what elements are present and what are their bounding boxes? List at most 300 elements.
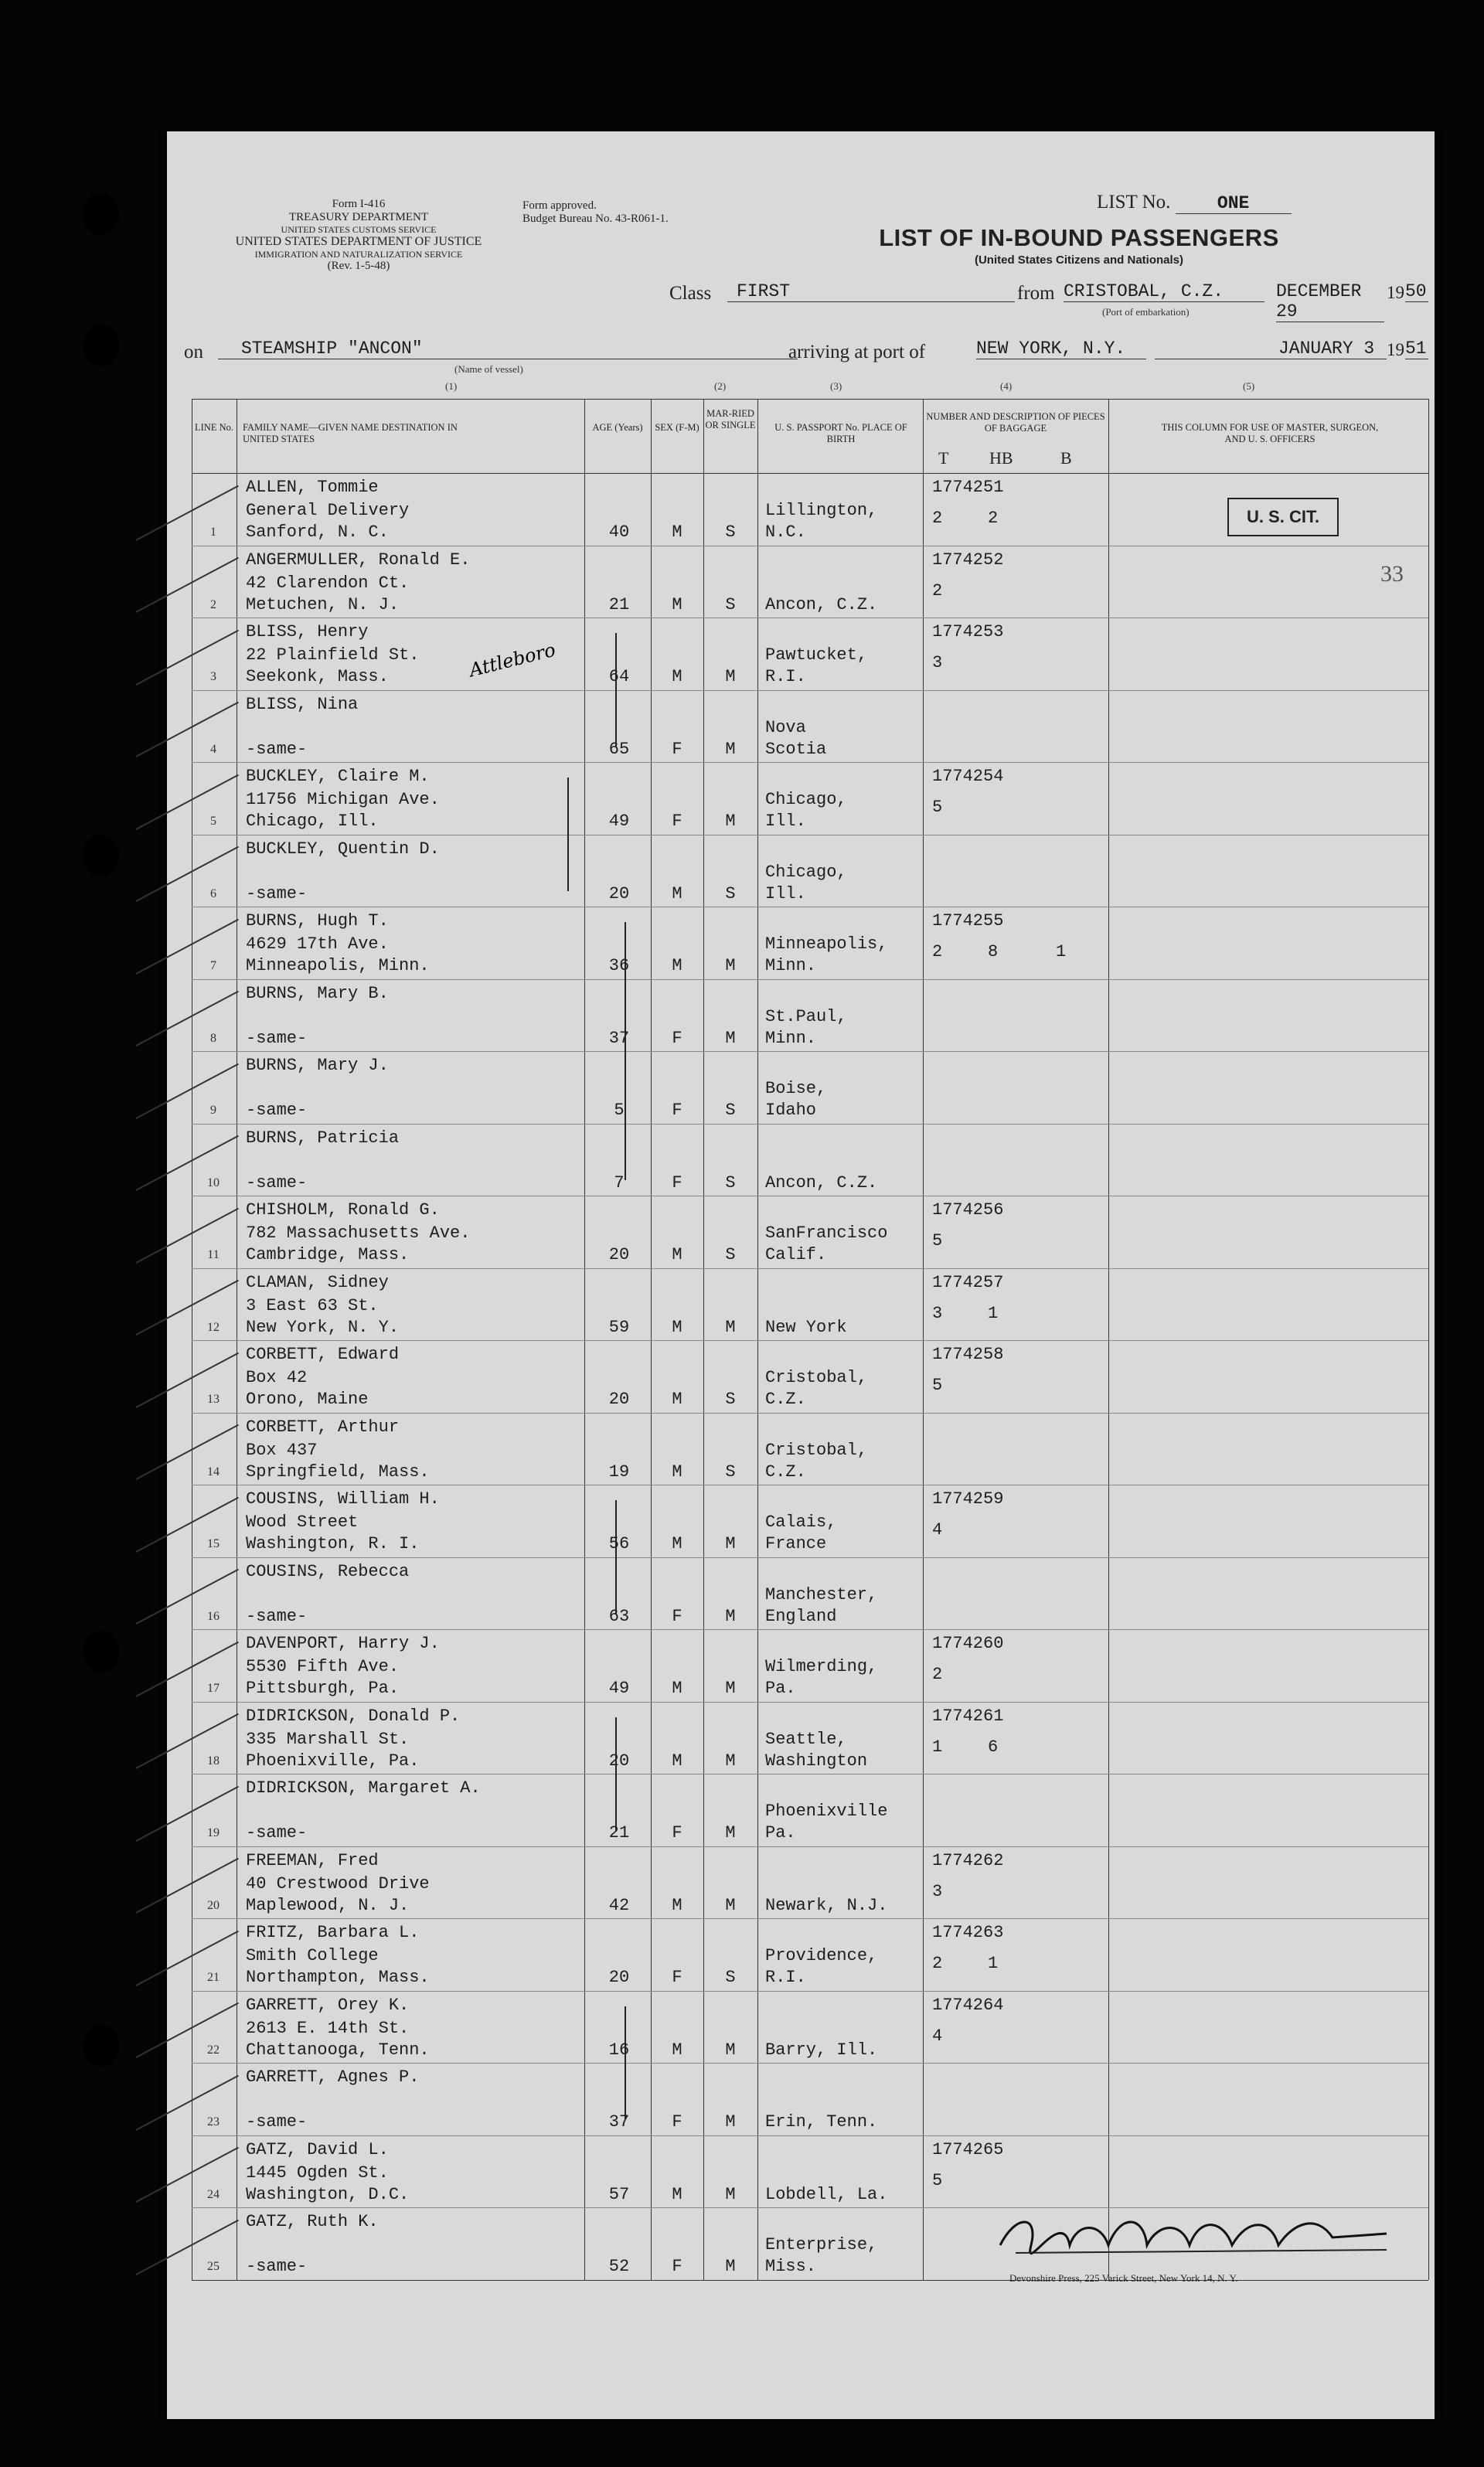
marital-status: M [725,2257,736,2277]
birthplace-line1: Minneapolis, [765,934,888,954]
passenger-sex: F [672,2112,682,2132]
destination-street: 3 East 63 St. [246,1295,379,1315]
destination-city: Minneapolis, Minn. [246,956,430,976]
from-label: from [1017,283,1055,304]
row-divider [192,1846,1428,1847]
destination-street: 5530 Fifth Ave. [246,1657,400,1677]
destination-street: Wood Street [246,1513,359,1533]
marital-status: M [725,1751,736,1771]
birthplace-line2: R.I. [765,667,806,687]
passenger-name: BURNS, Mary J. [246,1056,389,1076]
arrive-year-prefix: 19 [1387,340,1404,359]
line-number: 19 [207,1826,220,1840]
passenger-sex: M [672,883,682,903]
passenger-name: DIDRICKSON, Donald P. [246,1706,461,1726]
passenger-name: DIDRICKSON, Margaret A. [246,1778,481,1798]
passenger-sex: M [672,1245,682,1265]
family-bracket [615,1717,617,1831]
row-divider [192,1991,1428,1992]
passenger-sex: M [672,1534,682,1554]
department: TREASURY DEPARTMENT [288,211,429,224]
passenger-age: 57 [608,2184,630,2204]
row-divider [192,2135,1428,2136]
baggage-handbags: 8 [988,942,999,962]
class-label: Class [669,283,712,304]
passenger-age: 19 [608,1461,630,1482]
destination-city: -same- [246,739,308,759]
passenger-age: 7 [614,1172,625,1193]
passenger-name: GARRETT, Orey K. [246,1995,410,2015]
destination-street: 40 Crestwood Drive [246,1873,430,1894]
birthplace-line2: N.C. [765,522,806,542]
passenger-age: 20 [608,1968,630,1988]
line-number: 14 [207,1465,220,1478]
passenger-name: FRITZ, Barbara L. [246,1923,420,1943]
header-baggage: NUMBER AND DESCRIPTION OF PIECES OF BAGGAGE [926,411,1105,434]
birthplace-line1: Cristobal, [765,1440,868,1460]
baggage-trunks: 2 [932,1954,943,1974]
arrival-date: JANUARY 3 [1155,339,1387,359]
destination-city: -same- [246,2257,308,2277]
passenger-age: 56 [608,1534,630,1554]
passenger-sex: F [672,1172,682,1193]
destination-city: Washington, D.C. [246,2184,410,2204]
birthplace-line2: Ancon, C.Z. [765,1172,878,1193]
birthplace-line2: Ill. [765,883,806,903]
class-value: FIRST [727,281,1015,302]
destination-street: 1445 Ogden St. [246,2162,389,2183]
header-name: FAMILY NAME—GIVEN NAME DESTINATION IN UNITED STATES [243,422,458,444]
revision: (Rev. 1-5-48) [327,260,390,273]
passenger-sex: M [672,1679,682,1699]
line-number: 16 [207,1609,220,1623]
marital-status: M [725,1606,736,1626]
form-info [227,198,490,274]
passenger-age: 40 [608,522,630,542]
from-caption: (Port of embarkation) [1102,306,1190,318]
passenger-name: FREEMAN, Fred [246,1850,379,1870]
vessel-caption: (Name of vessel) [454,363,523,375]
stamp-note: 33 [1380,561,1404,587]
col-line [584,399,585,2280]
line-number: 13 [207,1393,220,1407]
subtitle: (United States Citizens and Nationals) [974,253,1184,267]
row-divider [192,1340,1428,1341]
table-border [192,2280,1428,2281]
baggage-trunks: 3 [932,1303,943,1323]
birthplace-line1: Boise, [765,1079,827,1099]
row-divider [192,1557,1428,1558]
punch-hole [83,2025,119,2067]
birthplace-line2: Erin, Tenn. [765,2112,878,2132]
birthplace-line2: New York [765,1317,847,1337]
marital-status: S [725,1245,736,1265]
header-age: AGE (Years) [592,422,643,433]
birthplace-line1: Seattle, [765,1729,847,1749]
birthplace-line2: Washington [765,1751,868,1771]
destination-city: Metuchen, N. J. [246,594,400,614]
baggage-trunks: 2 [932,1665,943,1685]
birthplace-line1: Providence, [765,1946,878,1966]
line-number: 1 [210,526,216,539]
destination-city: -same- [246,2112,308,2132]
passenger-age: 36 [608,956,630,976]
marital-status: M [725,739,736,759]
baggage-trunks: 2 [932,509,943,528]
destination-city: New York, N. Y. [246,1317,400,1337]
destination-city: Pittsburgh, Pa. [246,1679,400,1699]
list-number-label: LIST No. [1097,192,1171,213]
passenger-age: 20 [608,1751,630,1771]
baggage-number: 1774252 [932,550,1004,570]
col-line [757,399,758,2280]
line-number: 20 [207,1898,220,1912]
marital-status: M [725,2112,736,2132]
passenger-age: 49 [608,1679,630,1699]
row-divider [192,1124,1428,1125]
passenger-age: 16 [608,2040,630,2060]
birthplace-line2: C.Z. [765,1461,806,1482]
line-number: 5 [210,815,216,829]
baggage-handbags: 2 [988,509,999,528]
birthplace-line1: Manchester, [765,1584,878,1604]
baggage-trunks: 2 [932,580,943,601]
row-divider [192,1413,1428,1414]
marital-status: M [725,1317,736,1337]
marital-status: S [725,1461,736,1482]
baggage-trunks: 5 [932,1231,943,1251]
destination-city: Maplewood, N. J. [246,1895,410,1915]
row-divider [192,1918,1428,1919]
birthplace-line1: Wilmerding, [765,1657,878,1677]
baggage-number: 1774253 [932,622,1004,642]
passenger-age: 49 [608,812,630,832]
row-divider [192,1629,1428,1630]
header-divider [192,473,1428,474]
destination-city: -same- [246,883,308,903]
row-divider [192,690,1428,691]
passenger-age: 63 [608,1606,630,1626]
destination-street: Smith College [246,1946,379,1966]
marital-status: M [725,2184,736,2204]
passenger-sex: M [672,1390,682,1410]
line-number: 21 [207,1971,220,1985]
passenger-name: DAVENPORT, Harry J. [246,1634,440,1654]
marital-status: S [725,1101,736,1121]
line-number: 4 [210,742,216,756]
row-divider [192,1774,1428,1775]
handwritten-annotation: Attleboro [467,638,558,682]
row-divider [192,979,1428,980]
birthplace-line1: Pawtucket, [765,645,868,665]
passenger-name: CLAMAN, Sidney [246,1272,389,1292]
line-number: 23 [207,2115,220,2129]
family-bracket [615,1500,617,1614]
line-number: 8 [210,1031,216,1045]
table-border [192,399,1428,400]
passenger-name: BURNS, Mary B. [246,983,389,1003]
baggage-number: 1774254 [932,767,1004,787]
form-approval [522,199,669,226]
on-label: on [184,342,203,362]
baggage-handbags: 1 [988,1303,999,1323]
punch-hole [83,835,119,876]
row-divider [192,762,1428,763]
birthplace-line2: Minn. [765,956,817,976]
family-bracket [625,922,626,1180]
passenger-sex: F [672,2257,682,2277]
passenger-age: 42 [608,1895,630,1915]
destination-street: 335 Marshall St. [246,1729,410,1749]
birthplace-line1: Phoenixville [765,1802,888,1822]
passenger-sex: M [672,1751,682,1771]
col-number-4: (4) [1000,380,1013,392]
passenger-name: CORBETT, Arthur [246,1417,400,1437]
line-number: 7 [210,959,216,973]
birthplace-line2: C.Z. [765,1390,806,1410]
baggage-trunks: 5 [932,2170,943,2190]
passenger-age: 52 [608,2257,630,2277]
passenger-sex: M [672,2040,682,2060]
birthplace-line2: Pa. [765,1823,796,1843]
line-number: 18 [207,1754,220,1768]
passenger-sex: M [672,1461,682,1482]
baggage-number: 1774259 [932,1489,1004,1509]
budget-bureau-line: Budget Bureau No. 43-R061-1. [522,213,669,226]
destination-street: 22 Plainfield St. [246,645,420,665]
marital-status: S [725,594,736,614]
passenger-sex: F [672,1606,682,1626]
birthplace-line1: Chicago, [765,862,847,882]
destination-street: 4629 17th Ave. [246,934,389,954]
marital-status: M [725,2040,736,2060]
baggage-trunks: 3 [932,1881,943,1901]
arrive-year: 51 [1405,339,1428,359]
passenger-sex: M [672,522,682,542]
destination-city: Seekonk, Mass. [246,667,389,687]
birthplace-line1: Chicago, [765,790,847,810]
col-line [1428,399,1429,2280]
col-number-5: (5) [1243,380,1255,392]
list-number-value: ONE [1176,193,1292,214]
passenger-age: 20 [608,883,630,903]
line-number: 10 [207,1176,220,1189]
customs-service: UNITED STATES CUSTOMS SERVICE [281,223,437,235]
birthplace-line2: Lobdell, La. [765,2184,888,2204]
punch-hole [83,193,119,235]
header-sex: SEX (F-M) [655,422,699,433]
baggage-number: 1774255 [932,911,1004,931]
line-number: 11 [207,1248,220,1262]
header-passport: U. S. PASSPORT No. PLACE OF BIRTH [774,422,907,444]
birthplace-line1: St.Paul, [765,1006,847,1026]
birthplace-line1: Lillington, [765,501,878,520]
marital-status: M [725,956,736,976]
birthplace-line2: R.I. [765,1968,806,1988]
passenger-sex: F [672,1028,682,1048]
destination-city: Orono, Maine [246,1390,369,1410]
marital-status: S [725,1172,736,1193]
baggage-number: 1774260 [932,1634,1004,1654]
birthplace-line2: Calif. [765,1245,827,1265]
list-number [1097,192,1292,214]
col-number-1: (1) [445,380,458,392]
marital-status: S [725,883,736,903]
manifest-page [167,131,1435,2419]
row-divider [192,1051,1428,1052]
page-title [785,224,1373,267]
passenger-sex: F [672,1968,682,1988]
line-number: 25 [207,2260,220,2274]
passenger-age: 65 [608,739,630,759]
birthplace-line1: Enterprise, [765,2235,878,2255]
line-number: 9 [210,1104,216,1118]
col-line [923,399,924,2280]
passenger-name: COUSINS, William H. [246,1489,440,1509]
passenger-age: 21 [608,1823,630,1843]
passenger-age: 5 [614,1101,625,1121]
marital-status: M [725,667,736,687]
punch-hole [83,1631,119,1672]
marital-status: S [725,1390,736,1410]
destination-city: Chattanooga, Tenn. [246,2040,430,2060]
passenger-age: 64 [608,667,630,687]
passenger-age: 37 [608,1028,630,1048]
baggage-trunks: 5 [932,1376,943,1396]
birthplace-line2: Miss. [765,2257,817,2277]
passenger-name: CHISHOLM, Ronald G. [246,1200,440,1220]
marital-status: M [725,812,736,832]
family-bracket [625,2006,626,2120]
marital-status: S [725,1968,736,1988]
passenger-sex: M [672,956,682,976]
family-bracket [615,633,617,747]
destination-city: Washington, R. I. [246,1534,420,1554]
birthplace-line2: France [765,1534,827,1554]
baggage-number: 1774251 [932,478,1004,497]
passenger-sex: M [672,2184,682,2204]
passenger-name: BUCKLEY, Quentin D. [246,839,440,859]
line-number: 3 [210,670,216,684]
passenger-name: GATZ, David L. [246,2139,389,2159]
birthplace-line2: Ill. [765,812,806,832]
destination-city: Northampton, Mass. [246,1968,430,1988]
destination-street: 2613 E. 14th St. [246,2018,410,2038]
baggage-number: 1774256 [932,1200,1004,1220]
passenger-name: COUSINS, Rebecca [246,1561,410,1581]
passenger-name: BLISS, Nina [246,694,359,714]
baggage-trunks: 5 [932,798,943,818]
destination-street: Box 42 [246,1368,308,1388]
passenger-sex: F [672,739,682,759]
birthplace-line2: Scotia [765,739,827,759]
baggage-trunks: 3 [932,653,943,673]
birthplace-line2: Idaho [765,1101,817,1121]
vessel-name: STEAMSHIP "ANCON" [218,339,798,359]
passenger-name: BUCKLEY, Claire M. [246,767,430,787]
passenger-name: ALLEN, Tommie [246,478,379,497]
baggage-handbags: 1 [988,1954,999,1974]
ins-service: IMMIGRATION AND NATURALIZATION SERVICE [254,248,463,260]
destination-street: 42 Clarendon Ct. [246,573,410,593]
baggage-trunks: 4 [932,2026,943,2046]
destination-street: Box 437 [246,1440,318,1460]
approved-line: Form approved. [522,199,597,212]
birthplace-line2: Pa. [765,1679,796,1699]
line-number: 12 [207,1320,220,1334]
col-number-2: (2) [714,380,727,392]
printer-imprint: Devonshire Press, 225 Varick Street, New York 14, N. Y. [1009,2272,1238,2284]
birthplace-line2: Minn. [765,1028,817,1048]
header-baggage-t: T [938,448,949,468]
passenger-age: 20 [608,1245,630,1265]
passenger-sex: F [672,812,682,832]
header-baggage-b: B [1060,448,1072,468]
passenger-name: GARRETT, Agnes P. [246,2067,420,2088]
line-number: 24 [207,2187,220,2201]
baggage-trunks: 4 [932,1520,943,1540]
destination-street: 11756 Michigan Ave. [246,790,440,810]
baggage-number: 1774258 [932,1345,1004,1365]
destination-city: Chicago, Ill. [246,812,379,832]
destination-city: Springfield, Mass. [246,1461,430,1482]
marital-status: M [725,1823,736,1843]
family-bracket [567,778,569,891]
col-line [703,399,704,2280]
birthplace-line1: Cristobal, [765,1368,868,1388]
marital-status: M [725,1679,736,1699]
passenger-name: CORBETT, Edward [246,1345,400,1365]
destination-street: General Delivery [246,501,410,520]
passenger-table [192,399,1428,2280]
row-divider [192,1702,1428,1703]
signature [985,2191,1402,2268]
col-line [1108,399,1109,2280]
baggage-number: 1774257 [932,1272,1004,1292]
baggage-number: 1774261 [932,1706,1004,1726]
destination-city: -same- [246,1172,308,1193]
justice-department: UNITED STATES DEPARTMENT OF JUSTICE [235,235,482,249]
us-citizen-stamp: U. S. CIT. [1227,498,1339,536]
birthplace-line2: Ancon, C.Z. [765,594,878,614]
passenger-sex: F [672,1101,682,1121]
row-divider [192,2063,1428,2064]
marital-status: M [725,1534,736,1554]
passenger-name: ANGERMULLER, Ronald E. [246,550,471,570]
line-number: 6 [210,886,216,900]
passenger-sex: M [672,1895,682,1915]
birthplace-line1: Calais, [765,1513,837,1533]
passenger-name: BLISS, Henry [246,622,369,642]
marital-status: M [725,1028,736,1048]
from-value: CRISTOBAL, C.Z. [1064,281,1264,302]
depart-date: DECEMBER 29 [1276,281,1384,322]
baggage-number: 1774263 [932,1923,1004,1943]
destination-city: Phoenixville, Pa. [246,1751,420,1771]
destination-street: 782 Massachusetts Ave. [246,1223,471,1244]
header-line-no: LINE No. [195,422,233,433]
depart-year: 50 [1405,281,1428,302]
destination-city: -same- [246,1823,308,1843]
baggage-trunks: 2 [932,942,943,962]
marital-status: S [725,522,736,542]
baggage-number: 1774262 [932,1850,1004,1870]
line-number: 15 [207,1537,220,1551]
arriving-label: arriving at port of [788,342,926,362]
depart-year-prefix: 19 [1387,283,1404,302]
passenger-name: BURNS, Patricia [246,1128,400,1148]
marital-status: M [725,1895,736,1915]
